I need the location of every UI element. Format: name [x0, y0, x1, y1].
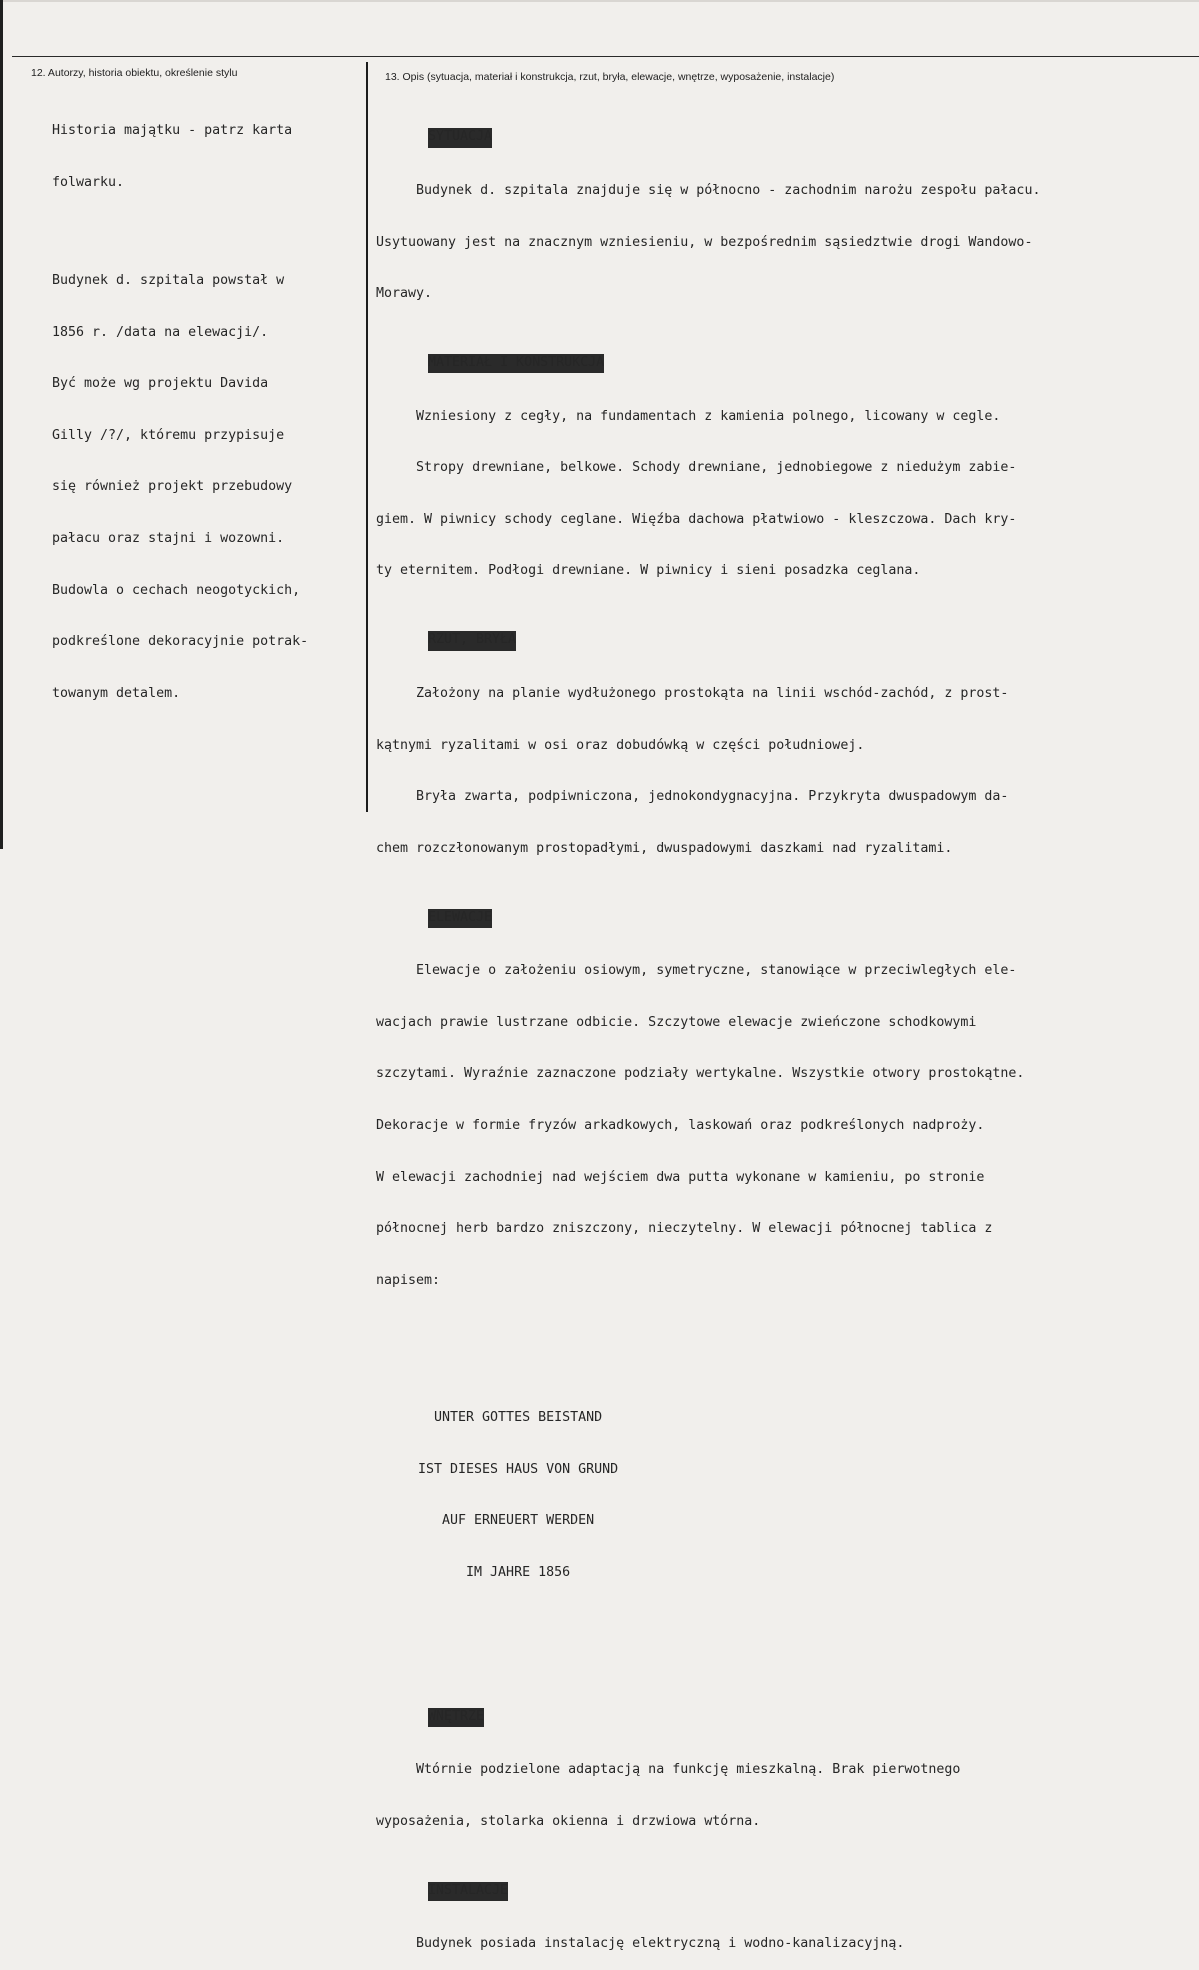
elewacje-line: W elewacji zachodniej nad wejściem dwa putta wykonane w kamieniu, po stronie	[376, 1169, 985, 1185]
heading-rzut: RZUT, BRYŁA	[428, 631, 516, 650]
wnetrze-line: wyposażenia, stolarka okienna i drzwiowa wtórna.	[376, 1813, 761, 1829]
card-left-border	[0, 0, 3, 849]
heading-sytuacja: SYTUACJA	[428, 128, 492, 147]
blank-line	[376, 1323, 1040, 1340]
history-line: folwarku.	[52, 175, 125, 191]
rzut-line: chem rozczłonowanym prostopadłymi, dwuspadowymi daszkami nad ryzalitami.	[376, 840, 953, 856]
history-line: 1856 r. /data na elewacji/.	[52, 324, 269, 340]
elewacje-line: Dekoracje w formie fryzów arkadkowych, laskowań oraz podkreślonych nadproży.	[376, 1117, 985, 1133]
sytuacja-line: Budynek d. szpitala znajduje się w północno - zachodnim narożu zespołu pałacu.	[376, 183, 1041, 199]
elewacje-line: napisem:	[376, 1272, 441, 1288]
page-edge	[0, 0, 1199, 2]
history-line: towanym detalem.	[52, 685, 181, 701]
heading-elewacje: ELEWACJE	[428, 909, 492, 928]
heading-instalacje: INSTALACJE	[428, 1882, 508, 1901]
card-top-rule	[12, 56, 1199, 57]
inscription-block	[376, 1375, 1040, 1616]
elewacje-line: wacjach prawie lustrzane odbicie. Szczytowe elewacje zwieńczone schodkowymi	[376, 1014, 977, 1030]
heading-material: MATERIAŁ I KONSTRUKCJA	[428, 354, 604, 373]
history-line: się również projekt przebudowy	[52, 479, 293, 495]
inscription-line: AUF ERNEUERT WERDEN	[418, 1513, 595, 1529]
field-12-label: 12. Autorzy, historia obiektu, określenie stylu	[31, 67, 238, 79]
sytuacja-line: Morawy.	[376, 286, 433, 302]
history-line: pałacu oraz stajni i wozowni.	[52, 531, 285, 547]
material-line: Wzniesiony z cegły, na fundamentach z kamienia polnego, licowany w cegle.	[376, 408, 1001, 424]
instalacje-line: Budynek posiada instalację elektryczną i wodno-kanalizacyjną.	[376, 1936, 905, 1952]
history-line: Budynek d. szpitala powstał w	[52, 273, 285, 289]
inscription-line: UNTER GOTTES BEISTAND	[418, 1410, 603, 1426]
rzut-line: Bryła zwarta, podpiwniczona, jednokondygnacyjna. Przykryta dwuspadowym da-	[376, 789, 1009, 805]
description-text-block	[376, 94, 1040, 1970]
elewacje-line: północnej herb bardzo zniszczony, nieczytelny. W elewacji północnej tablica z	[376, 1221, 993, 1237]
history-line: Historia majątku - patrz karta	[52, 123, 293, 139]
elewacje-line: szczytami. Wyraźnie zaznaczone podziały wertykalne. Wszystkie otwory prostokątne.	[376, 1066, 1025, 1082]
wnetrze-line: Wtórnie podzielone adaptacją na funkcję mieszkalną. Brak pierwotnego	[376, 1762, 961, 1778]
elewacje-line: Elewacje o założeniu osiowym, symetryczne, stanowiące w przeciwległych ele-	[376, 963, 1017, 979]
history-line: Budowla o cechach neogotyckich,	[52, 582, 301, 598]
blank-line	[376, 1650, 1040, 1656]
field-13-label: 13. Opis (sytuacja, materiał i konstrukcja, rzut, bryła, elewacje, wnętrze, wyposażenie, instalacje)	[385, 71, 835, 83]
history-line: Być może wg projektu Davida	[52, 376, 269, 392]
history-text-block	[52, 88, 308, 719]
heading-wnetrze: WNĘTRZE	[428, 1708, 484, 1727]
inscription-line: IST DIESES HAUS VON GRUND	[418, 1461, 619, 1477]
material-line: giem. W piwnicy schody ceglane. Więźba dachowa płatwiowo - kleszczowa. Dach kry-	[376, 511, 1017, 527]
sytuacja-line: Usytuowany jest na znacznym wzniesieniu, w bezpośrednim sąsiedztwie drogi Wandowo-	[376, 234, 1033, 250]
history-gap	[52, 226, 308, 238]
column-divider	[366, 62, 368, 812]
material-line: ty eternitem. Podłogi drewniane. W piwnicy i sieni posadzka ceglana.	[376, 563, 921, 579]
inscription-line: IM JAHRE 1856	[418, 1565, 571, 1581]
history-line: Gilly /?/, któremu przypisuje	[52, 427, 285, 443]
material-line: Stropy drewniane, belkowe. Schody drewniane, jednobiegowe z niedużym zabie-	[376, 460, 1017, 476]
history-line: podkreślone dekoracyjnie potrak-	[52, 634, 309, 650]
rzut-line: kątnymi ryzalitami w osi oraz dobudówką w części południowej.	[376, 737, 865, 753]
rzut-line: Założony na planie wydłużonego prostokąta na linii wschód-zachód, z prost-	[376, 685, 1009, 701]
